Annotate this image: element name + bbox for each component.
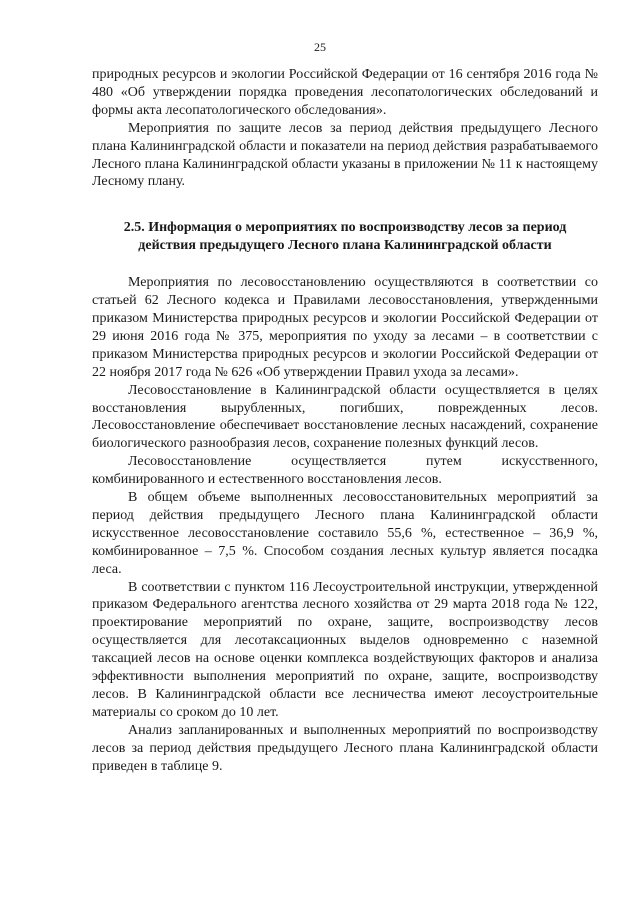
page-number: 25 — [314, 40, 326, 54]
document-body — [92, 66, 598, 776]
section-heading-line-1: 2.5. Информация о мероприятиях по воспроизводству лесов за период — [123, 220, 567, 236]
paragraph-protection-measures: Мероприятия по защите лесов за период действия предыдущего Лесного плана Калининградской области и показатели на период действия разрабатываемого Лесного плана Калининградской области указаны в приложении № 11 к настоящему Лесному плану. — [92, 120, 598, 190]
section-heading-line-2: действия предыдущего Лесного плана Калининградской области — [138, 238, 552, 254]
paragraph-reforestation-methods: Лесовосстановление осуществляется путем искусственного, комбинированного и естественного восстановления лесов. — [92, 454, 598, 488]
paragraph-continuation: природных ресурсов и экологии Российской Федерации от 16 сентября 2016 года № 480 «Об утверждении порядка проведения лесопатологических обследований и формы акта лесопатологического обследования». — [92, 67, 598, 118]
paragraph-table-reference: Анализ запланированных и выполненных мероприятий по воспроизводству лесов за период действия предыдущего Лесного плана Калининградской области приведен в таблице 9. — [92, 722, 598, 774]
section-heading — [92, 219, 598, 255]
paragraph-reforestation-goals: Лесовосстановление в Калининградской области осуществляется в целях восстановления вырубленных, погибших, поврежденных лесов. Лесовосстановление обеспечивает восстановление лесных насаждений, сохранение биологического разнообразия лесов, сохранение полезных функций лесов. — [92, 382, 598, 452]
paragraph-reforestation-shares: В общем объеме выполненных лесовосстановительных мероприятий за период действия предыдущего Лесного плана Калининградской области искусственное лесовосстановление составило 55,6 %, естественное – 36,9 %, комбинированное – 7,5 %. Способом создания лесных культур является посадка леса. — [92, 490, 598, 577]
paragraph-forest-inventory: В соответствии с пунктом 116 Лесоустроительной инструкции, утвержденной приказом Федерального агентства лесного хозяйства от 29 марта 2018 года № 122, проектирование мероприятий по охране, защите, воспроизводству лесов осуществляется для лесотаксационных выделов одновременно с наземной таксацией лесов на основе оценки комплекса воздействующих факторов и анализа эффективности выполнения мероприятий по охране, защите, воспроизводству лесов. В Калининградской области все лесничества имеют лесоустроительные материалы со сроком до 10 лет. — [92, 579, 598, 720]
paragraph-reforestation-basis: Мероприятия по лесовосстановлению осуществляются в соответствии со статьей 62 Лесного кодекса и Правилами лесовосстановления, утвержденными приказом Министерства природных ресурсов и экологии Российской Федерации от 29 июня 2016 года № 375, мероприятия по уходу за лесами – в соответствии с приказом Министерства природных ресурсов и экологии Российской Федерации от 22 ноября 2017 года № 626 «Об утверждении Правил ухода за лесами». — [92, 275, 598, 380]
